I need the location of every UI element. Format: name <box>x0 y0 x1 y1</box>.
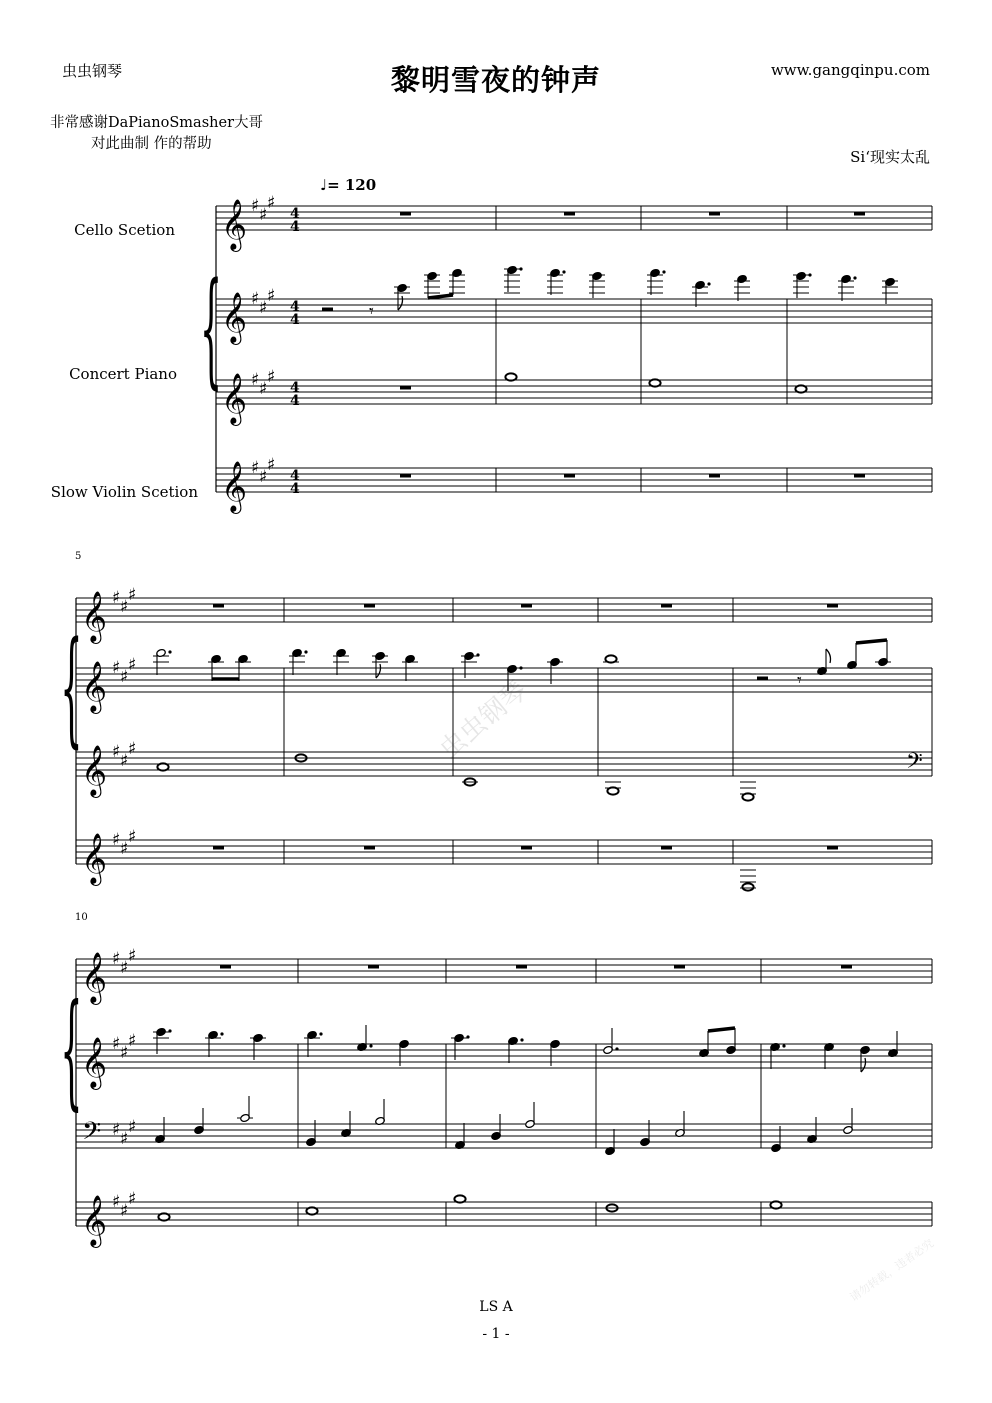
treble-clef-icon: 𝄞 <box>81 661 108 712</box>
dot <box>304 650 307 653</box>
dot <box>369 1044 372 1047</box>
measure-number-5: 5 <box>75 551 82 562</box>
measure-number-10: 10 <box>75 912 88 923</box>
treble-clef-icon: 𝄞 <box>221 199 248 250</box>
time-signature: 4 <box>290 393 300 409</box>
brace-icon: { <box>60 614 83 760</box>
sharp-icon: ♯ <box>120 1129 129 1149</box>
treble-clef-icon: 𝄞 <box>81 745 108 796</box>
whole-rest-icon <box>709 474 720 478</box>
treble-clef-icon: 𝄞 <box>221 461 248 512</box>
whole-rest-icon <box>854 212 865 216</box>
dot <box>707 282 710 285</box>
time-signature: 4 <box>290 380 300 396</box>
whole-rest-icon <box>400 212 411 216</box>
sharp-icon: ♯ <box>120 1043 129 1063</box>
time-signature: 4 <box>290 468 300 484</box>
whole-rest-icon <box>213 846 224 850</box>
time-signature: 4 <box>290 206 300 222</box>
bass-clef-icon: 𝄢 <box>82 1117 102 1152</box>
whole-rest-icon <box>368 965 379 969</box>
dot <box>562 270 565 273</box>
sharp-icon: ♯ <box>112 588 121 608</box>
footer-code: LS A <box>479 1299 513 1315</box>
watermark-center: 虫虫钢琴 <box>434 675 534 766</box>
eighth-rest-icon: 𝄾 <box>369 301 374 322</box>
sharp-icon: ♯ <box>251 458 260 478</box>
page-number: - 1 - <box>482 1326 510 1342</box>
whole-rest-icon <box>827 846 838 850</box>
sharp-icon: ♯ <box>112 1192 121 1212</box>
sharp-icon: ♯ <box>267 367 276 387</box>
sharp-icon: ♯ <box>112 742 121 762</box>
note-flag <box>826 649 831 663</box>
whole-note <box>742 883 753 890</box>
sharp-icon: ♯ <box>128 655 137 675</box>
whole-rest-icon <box>364 604 375 608</box>
treble-clef-icon: 𝄞 <box>81 952 108 1003</box>
sharp-icon: ♯ <box>112 949 121 969</box>
sharp-icon: ♯ <box>120 751 129 771</box>
whole-rest-icon <box>220 965 231 969</box>
dot <box>220 1032 223 1035</box>
sharp-icon: ♯ <box>128 1031 137 1051</box>
whole-note <box>157 763 168 770</box>
sharp-icon: ♯ <box>112 1120 121 1140</box>
bass-clef-icon: 𝄢 <box>906 749 923 779</box>
thanks-line-2: 对此曲制 作的帮助 <box>91 136 212 152</box>
dot <box>662 270 665 273</box>
sharp-icon: ♯ <box>112 658 121 678</box>
whole-rest-icon <box>400 386 411 390</box>
whole-rest-icon <box>854 474 865 478</box>
whole-rest-icon <box>709 212 720 216</box>
sharp-icon: ♯ <box>120 839 129 859</box>
sharp-icon: ♯ <box>251 196 260 216</box>
dot <box>466 1035 469 1038</box>
sharp-icon: ♯ <box>259 467 268 487</box>
quarter-note-icon: ♩ <box>320 176 328 194</box>
sharp-icon: ♯ <box>120 597 129 617</box>
sharp-icon: ♯ <box>251 289 260 309</box>
whole-rest-icon <box>213 604 224 608</box>
dot <box>520 1038 523 1041</box>
half-rest-icon <box>322 308 333 312</box>
sharp-icon: ♯ <box>259 379 268 399</box>
whole-rest-icon <box>400 474 411 478</box>
whole-note <box>505 373 516 380</box>
treble-clef-icon: 𝄞 <box>81 833 108 884</box>
dot <box>168 1029 171 1032</box>
dot <box>168 650 171 653</box>
whole-rest-icon <box>674 965 685 969</box>
whole-rest-icon <box>564 212 575 216</box>
note-beam <box>428 295 453 298</box>
whole-note <box>454 1195 465 1202</box>
instrument-label-piano: Concert Piano <box>69 365 177 383</box>
tempo-marking: ♩= 120 <box>320 176 377 194</box>
whole-rest-icon <box>661 846 672 850</box>
watermark-corner: 请勿转载，违者必究 <box>847 1236 937 1305</box>
sharp-icon: ♯ <box>128 739 137 759</box>
dot <box>319 1032 322 1035</box>
sharp-icon: ♯ <box>120 1201 129 1221</box>
dot <box>476 653 479 656</box>
brace-icon: { <box>60 976 83 1123</box>
sharp-icon: ♯ <box>259 205 268 225</box>
site-url[interactable]: www.gangqinpu.com <box>770 61 930 79</box>
dot <box>519 666 522 669</box>
instrument-label-cello: Cello Scetion <box>74 221 175 239</box>
treble-clef-icon: 𝄞 <box>81 1037 108 1088</box>
brace-icon: { <box>199 255 223 402</box>
note-beam <box>708 1028 735 1031</box>
treble-clef-icon: 𝄞 <box>81 1195 108 1246</box>
dot <box>519 267 522 270</box>
whole-note <box>770 1201 781 1208</box>
score-title: 黎明雪夜的钟声 <box>390 63 601 97</box>
dot <box>782 1044 785 1047</box>
instrument-label-violin: Slow Violin Scetion <box>50 483 198 501</box>
sharp-icon: ♯ <box>128 827 137 847</box>
treble-clef-icon: 𝄞 <box>81 591 108 642</box>
sharp-icon: ♯ <box>112 830 121 850</box>
dot <box>808 273 811 276</box>
whole-rest-icon <box>827 604 838 608</box>
whole-rest-icon <box>364 846 375 850</box>
note-beam <box>856 640 887 643</box>
note-flag <box>398 296 403 310</box>
dot <box>853 276 856 279</box>
time-signature: 4 <box>290 219 300 235</box>
sharp-icon: ♯ <box>251 370 260 390</box>
time-signature: 4 <box>290 299 300 315</box>
time-signature: 4 <box>290 312 300 328</box>
thanks-line-1: 非常感谢DaPianoSmasher大哥 <box>50 115 263 131</box>
treble-clef-icon: 𝄞 <box>221 292 248 343</box>
note-flag <box>861 1058 866 1072</box>
sharp-icon: ♯ <box>267 286 276 306</box>
sharp-icon: ♯ <box>112 1034 121 1054</box>
sharp-icon: ♯ <box>128 585 137 605</box>
sharp-icon: ♯ <box>267 193 276 213</box>
whole-note <box>649 379 660 386</box>
note-flag <box>376 664 381 678</box>
whole-rest-icon <box>661 604 672 608</box>
dot <box>615 1047 618 1050</box>
sharp-icon: ♯ <box>120 667 129 687</box>
sharp-icon: ♯ <box>259 298 268 318</box>
time-signature: 4 <box>290 481 300 497</box>
sharp-icon: ♯ <box>128 946 137 966</box>
whole-rest-icon <box>516 965 527 969</box>
whole-rest-icon <box>841 965 852 969</box>
sharp-icon: ♯ <box>120 958 129 978</box>
whole-rest-icon <box>521 846 532 850</box>
whole-rest-icon <box>521 604 532 608</box>
whole-note <box>795 385 806 392</box>
eighth-rest-icon: 𝄾 <box>797 670 802 691</box>
sharp-icon: ♯ <box>128 1117 137 1137</box>
whole-note <box>158 1213 169 1220</box>
sharp-icon: ♯ <box>267 455 276 475</box>
treble-clef-icon: 𝄞 <box>221 373 248 424</box>
whole-rest-icon <box>564 474 575 478</box>
sharp-icon: ♯ <box>128 1189 137 1209</box>
whole-note <box>306 1207 317 1214</box>
site-name-left: 虫虫钢琴 <box>62 62 123 80</box>
author: Si‘现实太乱 <box>850 148 930 166</box>
half-rest-icon <box>757 677 768 681</box>
